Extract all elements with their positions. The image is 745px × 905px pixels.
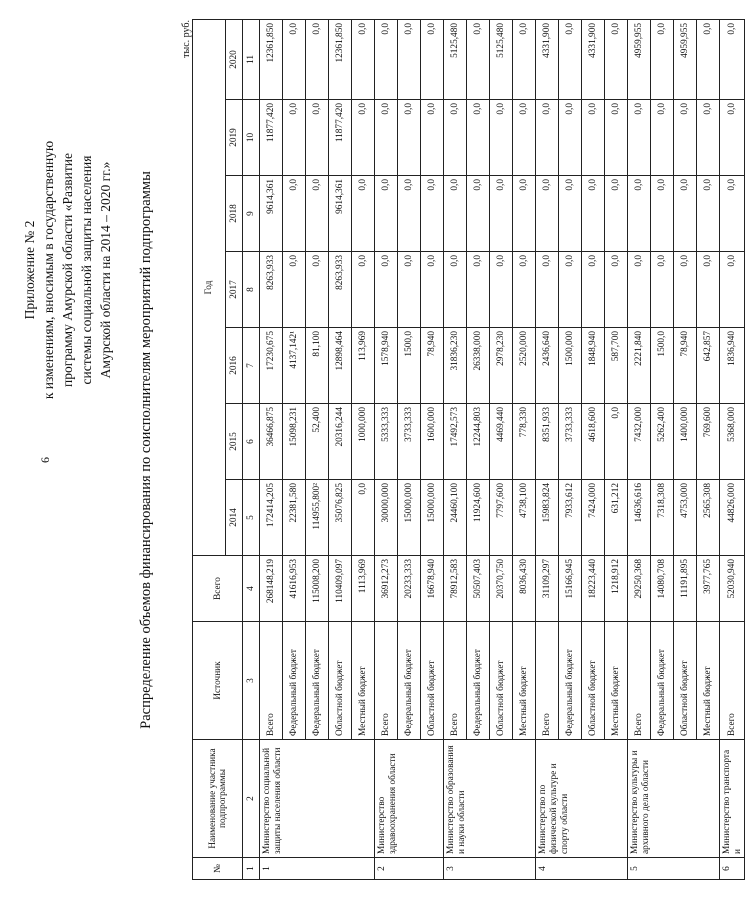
year-value: 15983,824	[536, 480, 559, 556]
participant-name: Министерство по физической культуре и спорту области	[536, 740, 628, 858]
year-value: 0,0	[605, 100, 628, 176]
year-value: 0,0	[283, 100, 306, 176]
year-value: 0,0	[444, 252, 467, 328]
year-value: 0,0	[651, 252, 674, 328]
year-value: 44826,000	[720, 480, 745, 556]
year-value: 1500,0	[651, 328, 674, 404]
total-value: 8036,430	[513, 556, 536, 622]
year-value: 0,0	[352, 252, 375, 328]
year-value: 0,0	[444, 176, 467, 252]
year-value: 0,0	[697, 20, 720, 100]
year-value: 0,0	[674, 176, 697, 252]
year-value: 4331,900	[582, 20, 605, 100]
year-value: 0,0	[352, 480, 375, 556]
year-value: 12361,850	[260, 20, 283, 100]
year-value: 14636,616	[628, 480, 651, 556]
funding-source: Всего	[628, 622, 651, 740]
year-value: 0,0	[467, 252, 490, 328]
year-value: 114955,800²	[306, 480, 329, 556]
year-value: 4469,440	[490, 404, 513, 480]
year-value: 0,0	[513, 100, 536, 176]
year-value: 769,600	[697, 404, 720, 480]
year-value: 0,0	[651, 100, 674, 176]
year-value: 0,0	[467, 176, 490, 252]
year-value: 7933,612	[559, 480, 582, 556]
year-value: 5262,400	[651, 404, 674, 480]
year-value: 113,969	[352, 328, 375, 404]
year-value: 5368,000	[720, 404, 745, 480]
year-value: 8351,933	[536, 404, 559, 480]
year-value: 587,700	[605, 328, 628, 404]
year-value: 9614,361	[260, 176, 283, 252]
year-value: 0,0	[513, 176, 536, 252]
year-value: 7424,000	[582, 480, 605, 556]
year-value: 0,0	[559, 176, 582, 252]
year-value: 20316,244	[329, 404, 352, 480]
year-value: 24460,100	[444, 480, 467, 556]
year-value: 17230,675	[260, 328, 283, 404]
year-value: 0,0	[421, 100, 444, 176]
header-total: Всего	[193, 556, 243, 622]
year-value: 81,100	[306, 328, 329, 404]
year-value: 5333,333	[375, 404, 398, 480]
year-value: 30000,000	[375, 480, 398, 556]
year-value: 0,0	[375, 252, 398, 328]
row-number: 1	[260, 858, 375, 880]
year-value: 8263,933	[329, 252, 352, 328]
year-value: 2978,230	[490, 328, 513, 404]
year-value: 0,0	[513, 252, 536, 328]
table-row	[444, 20, 467, 880]
funding-table	[192, 19, 745, 880]
participant-name: Министерство здравоохранения области	[375, 740, 444, 858]
year-value: 7432,000	[628, 404, 651, 480]
header-participant: Наименование участника подпрограммы	[193, 740, 243, 858]
total-value: 20370,750	[490, 556, 513, 622]
funding-source: Местный бюджет	[352, 622, 375, 740]
year-value: 2565,308	[697, 480, 720, 556]
year-value: 78,940	[421, 328, 444, 404]
table-row	[628, 20, 651, 880]
page-number: 6	[38, 457, 52, 463]
year-value: 12361,850	[329, 20, 352, 100]
row-number: 6	[720, 858, 745, 880]
total-value: 14080,708	[651, 556, 674, 622]
funding-source: Всего	[536, 622, 559, 740]
funding-source: Областной бюджет	[421, 622, 444, 740]
year-value: 4753,000	[674, 480, 697, 556]
total-value: 36912,273	[375, 556, 398, 622]
year-value: 0,0	[306, 176, 329, 252]
year-value: 4618,600	[582, 404, 605, 480]
funding-source: Федеральный бюджет	[467, 622, 490, 740]
column-number: 6	[243, 404, 260, 480]
funding-source: Федеральный бюджет	[559, 622, 582, 740]
year-value: 0,0	[467, 100, 490, 176]
year-value: 631,212	[605, 480, 628, 556]
year-value: 0,0	[628, 100, 651, 176]
column-number: 4	[243, 556, 260, 622]
funding-source: Областной бюджет	[674, 622, 697, 740]
total-value: 52030,940	[720, 556, 745, 622]
year-value: 0,0	[352, 176, 375, 252]
year-value: 4738,100	[513, 480, 536, 556]
year-value: 0,0	[720, 20, 745, 100]
document-title: Распределение объемов финансирования по соисполнителям мероприятий подпрограммы	[138, 171, 154, 729]
total-value: 78912,583	[444, 556, 467, 622]
year-value: 0,0	[421, 252, 444, 328]
header-year: 2019	[226, 100, 243, 176]
column-number: 2	[243, 740, 260, 858]
year-value: 52,400	[306, 404, 329, 480]
year-value: 0,0	[651, 176, 674, 252]
header-year: 2016	[226, 328, 243, 404]
funding-source: Всего	[720, 622, 745, 740]
year-value: 0,0	[605, 176, 628, 252]
header-year: 2015	[226, 404, 243, 480]
column-number: 7	[243, 328, 260, 404]
total-value: 16678,940	[421, 556, 444, 622]
header-num: №	[193, 858, 243, 880]
total-value: 29250,368	[628, 556, 651, 622]
year-value: 4137,142¹	[283, 328, 306, 404]
year-value: 15098,231	[283, 404, 306, 480]
year-value: 78,940	[674, 328, 697, 404]
year-value: 1400,000	[674, 404, 697, 480]
year-value: 15000,000	[421, 480, 444, 556]
row-number: 5	[628, 858, 720, 880]
funding-source: Федеральный бюджет	[283, 622, 306, 740]
year-value: 0,0	[398, 100, 421, 176]
annex-line: программу Амурской области «Развитие	[60, 152, 75, 388]
year-value: 2436,640	[536, 328, 559, 404]
year-value: 26338,000	[467, 328, 490, 404]
year-value: 11924,600	[467, 480, 490, 556]
year-value: 0,0	[421, 176, 444, 252]
year-value: 0,0	[674, 252, 697, 328]
year-value: 35076,825	[329, 480, 352, 556]
year-value: 11877,420	[329, 100, 352, 176]
total-value: 115008,200	[306, 556, 329, 622]
column-number: 11	[243, 20, 260, 100]
year-value: 0,0	[536, 176, 559, 252]
year-value: 0,0	[283, 176, 306, 252]
column-number: 8	[243, 252, 260, 328]
total-value: 1113,969	[352, 556, 375, 622]
year-value: 12244,803	[467, 404, 490, 480]
funding-source: Областной бюджет	[582, 622, 605, 740]
year-value: 172414,205	[260, 480, 283, 556]
year-value: 0,0	[490, 100, 513, 176]
total-value: 31109,297	[536, 556, 559, 622]
total-value: 18223,440	[582, 556, 605, 622]
table-row	[260, 20, 283, 880]
total-value: 41616,953	[283, 556, 306, 622]
year-value: 0,0	[352, 20, 375, 100]
funding-source: Всего	[375, 622, 398, 740]
participant-name: Министерство образования и науки области	[444, 740, 536, 858]
annex-line: Приложение № 2	[22, 220, 37, 320]
year-value: 0,0	[375, 100, 398, 176]
year-value: 0,0	[697, 176, 720, 252]
year-value: 0,0	[421, 20, 444, 100]
year-value: 31836,230	[444, 328, 467, 404]
year-value: 22381,580	[283, 480, 306, 556]
year-value: 3733,333	[398, 404, 421, 480]
year-value: 0,0	[398, 20, 421, 100]
funding-source: Всего	[260, 622, 283, 740]
year-value: 0,0	[582, 252, 605, 328]
funding-source: Местный бюджет	[697, 622, 720, 740]
header-year: 2020	[226, 20, 243, 100]
total-value: 3977,765	[697, 556, 720, 622]
year-value: 0,0	[582, 100, 605, 176]
year-value: 0,0	[283, 20, 306, 100]
year-value: 4331,900	[536, 20, 559, 100]
year-value: 4959,955	[628, 20, 651, 100]
year-value: 2221,840	[628, 328, 651, 404]
funding-source: Областной бюджет	[329, 622, 352, 740]
year-value: 0,0	[628, 252, 651, 328]
column-number: 9	[243, 176, 260, 252]
table-row	[536, 20, 559, 880]
header-source: Источник	[193, 622, 243, 740]
year-value: 7797,600	[490, 480, 513, 556]
funding-source: Местный бюджет	[513, 622, 536, 740]
year-value: 0,0	[490, 176, 513, 252]
total-value: 50507,403	[467, 556, 490, 622]
year-value: 1000,000	[352, 404, 375, 480]
year-value: 0,0	[605, 252, 628, 328]
annex-header	[20, 30, 115, 510]
year-value: 0,0	[559, 252, 582, 328]
funding-source: Федеральный бюджет	[651, 622, 674, 740]
year-value: 0,0	[720, 176, 745, 252]
funding-source: Федеральный бюджет	[306, 622, 329, 740]
header-year: 2017	[226, 252, 243, 328]
year-value: 7318,308	[651, 480, 674, 556]
row-number: 4	[536, 858, 628, 880]
annex-line: к изменениям, вносимым в государственную	[41, 140, 56, 400]
year-value: 1600,000	[421, 404, 444, 480]
total-value: 15166,945	[559, 556, 582, 622]
year-value: 0,0	[398, 176, 421, 252]
year-value: 1500,0	[398, 328, 421, 404]
year-value: 0,0	[697, 252, 720, 328]
year-value: 0,0	[628, 176, 651, 252]
year-value: 0,0	[444, 100, 467, 176]
year-value: 0,0	[605, 404, 628, 480]
total-value: 268148,219	[260, 556, 283, 622]
year-value: 0,0	[513, 20, 536, 100]
year-value: 0,0	[375, 176, 398, 252]
column-number: 10	[243, 100, 260, 176]
year-value: 0,0	[536, 252, 559, 328]
row-number: 3	[444, 858, 536, 880]
year-value: 0,0	[559, 20, 582, 100]
year-value: 0,0	[306, 100, 329, 176]
participant-name: Министерство транспорта и	[720, 740, 745, 858]
year-value: 0,0	[651, 20, 674, 100]
table-row	[375, 20, 398, 880]
year-value: 1578,940	[375, 328, 398, 404]
year-value: 0,0	[306, 252, 329, 328]
year-value: 3733,333	[559, 404, 582, 480]
year-value: 4959,955	[674, 20, 697, 100]
year-value: 0,0	[467, 20, 490, 100]
year-value: 2520,000	[513, 328, 536, 404]
year-value: 5125,480	[444, 20, 467, 100]
year-value: 0,0	[490, 252, 513, 328]
annex-line: Амурской области на 2014 – 2020 гг.»	[98, 161, 113, 379]
row-number: 2	[375, 858, 444, 880]
year-value: 0,0	[605, 20, 628, 100]
participant-name: Министерство культуры и архивного дела области	[628, 740, 720, 858]
year-value: 17492,573	[444, 404, 467, 480]
table-row	[720, 20, 745, 880]
year-value: 9614,361	[329, 176, 352, 252]
year-value: 0,0	[398, 252, 421, 328]
year-value: 15000,000	[398, 480, 421, 556]
total-value: 11191,895	[674, 556, 697, 622]
year-value: 1848,940	[582, 328, 605, 404]
column-number: 3	[243, 622, 260, 740]
year-value: 0,0	[720, 100, 745, 176]
table-body	[260, 20, 745, 880]
year-value: 0,0	[352, 100, 375, 176]
total-value: 110409,097	[329, 556, 352, 622]
total-value: 20233,333	[398, 556, 421, 622]
year-value: 778,330	[513, 404, 536, 480]
column-number: 5	[243, 480, 260, 556]
total-value: 1218,912	[605, 556, 628, 622]
year-value: 8263,933	[260, 252, 283, 328]
annex-line: системы социальной защиты населения	[79, 155, 94, 385]
participant-name: Министерство социальной защиты населения области	[260, 740, 375, 858]
year-value: 0,0	[375, 20, 398, 100]
year-value: 0,0	[536, 100, 559, 176]
year-value: 36466,875	[260, 404, 283, 480]
header-year: 2018	[226, 176, 243, 252]
unit-label: тыс. руб.	[181, 20, 192, 58]
year-value: 12898,464	[329, 328, 352, 404]
year-value: 5125,480	[490, 20, 513, 100]
year-value: 11877,420	[260, 100, 283, 176]
funding-source: Областной бюджет	[490, 622, 513, 740]
year-value: 1836,940	[720, 328, 745, 404]
year-value: 0,0	[559, 100, 582, 176]
column-number: 1	[243, 858, 260, 880]
header-year: 2014	[226, 480, 243, 556]
year-value: 642,857	[697, 328, 720, 404]
year-value: 1500,000	[559, 328, 582, 404]
header-year-group: Год	[193, 20, 226, 556]
year-value: 0,0	[283, 252, 306, 328]
funding-source: Всего	[444, 622, 467, 740]
funding-source: Местный бюджет	[605, 622, 628, 740]
funding-source: Федеральный бюджет	[398, 622, 421, 740]
year-value: 0,0	[720, 252, 745, 328]
year-value: 0,0	[306, 20, 329, 100]
year-value: 0,0	[674, 100, 697, 176]
rotated-page-content	[20, 20, 743, 880]
year-value: 0,0	[582, 176, 605, 252]
table-header	[193, 20, 260, 880]
year-value: 0,0	[697, 100, 720, 176]
